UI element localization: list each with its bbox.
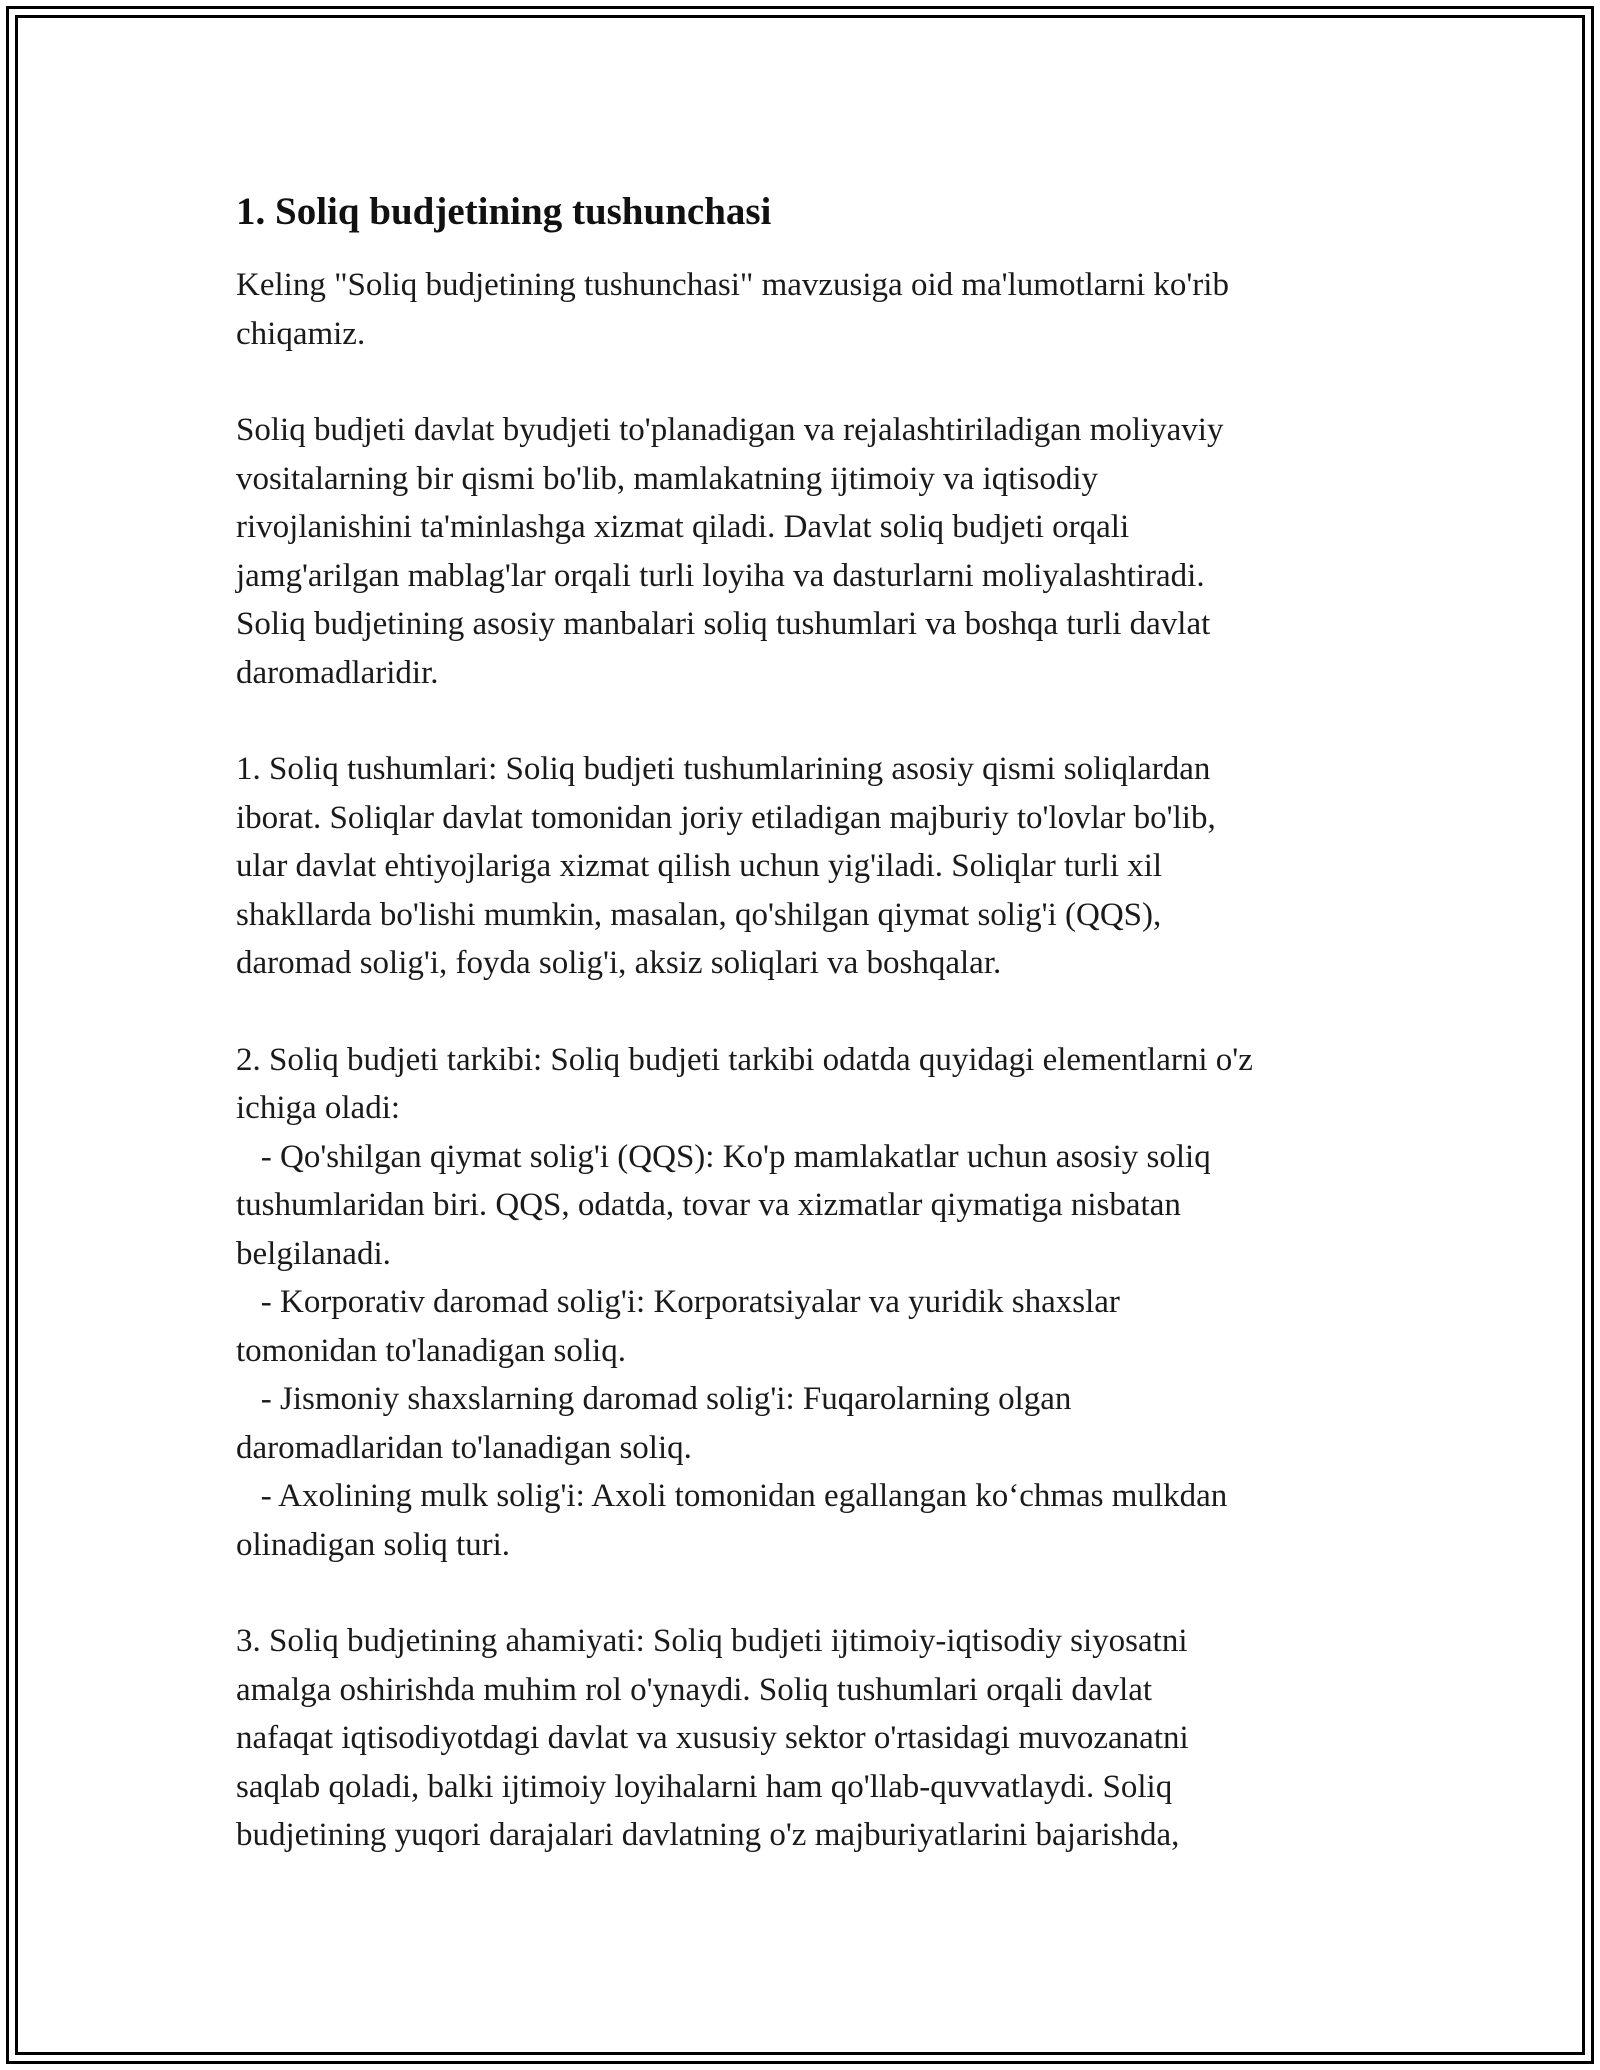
budget-structure-paragraph: 2. Soliq budjeti tarkibi: Soliq budjeti tarkibi odatda quyidagi elementlarni o'z ichiga oladi: - Qo'shilgan qiymat solig'i (QQS): Ko'p mamlakatlar uchun asosiy soliq tushumlaridan biri. QQS, odatda, tovar va xizmatlar qiymatiga nisbatan belgilanadi. - Korporativ daromad solig'i: Korporatsiyalar va yuridik shaxslar tomonidan to'lanadigan soliq. - Jismoniy shaxslarning daromad solig'i: Fuqarolarning olgan daromadlaridan to'lanadigan soliq. - Axolining mulk solig'i: Axoli tomonidan egallangan ko‘chmas mulkdan olinadigan soliq turi. <box>236 1041 1253 1563</box>
section-title: 1. Soliq budjetining tushunchasi <box>236 190 772 233</box>
budget-importance-paragraph: 3. Soliq budjetining ahamiyati: Soliq budjeti ijtimoiy-iqtisodiy siyosatni amalga oshirishda muhim rol o'ynaydi. Soliq tushumlari orqali davlat nafaqat iqtisodiyotdagi davlat va xususiy sektor o'rtasidagi muvozanatni saqlab qoladi, balki ijtimoiy loyihalarni ham qo'llab-quvvatlaydi. Soliq budjetining yuqori darajalari davlatning o'z majburiyatlarini bajarishda, <box>236 1623 1189 1853</box>
document-body <box>236 185 1386 1860</box>
intro-paragraph: Keling "Soliq budjetining tushunchasi" mavzusiga oid ma'lumotlarni ko'rib chiqamiz. <box>236 267 1229 352</box>
definition-paragraph: Soliq budjeti davlat byudjeti to'planadigan va rejalashtiriladigan moliyaviy vositalarning bir qismi bo'lib, mamlakatning ijtimoiy va iqtisodiy rivojlanishini ta'minlashga xizmat qiladi. Davlat soliq budjeti orqali jamg'arilgan mablag'lar orqali turli loyiha va dasturlarni moliyalashtiradi. Soliq budjetining asosiy manbalari soliq tushumlari va boshqa turli davlat daromadlaridir. <box>236 412 1224 691</box>
tax-revenues-paragraph: 1. Soliq tushumlari: Soliq budjeti tushumlarining asosiy qismi soliqlardan iborat. Soliqlar davlat tomonidan joriy etiladigan majburiy to'lovlar bo'lib, ular davlat ehtiyojlariga xizmat qilish uchun yig'iladi. Soliqlar turli xil shakllarda bo'lishi mumkin, masalan, qo'shilgan qiymat solig'i (QQS), daromad solig'i, foyda solig'i, aksiz soliqlari va boshqalar. <box>236 751 1216 981</box>
